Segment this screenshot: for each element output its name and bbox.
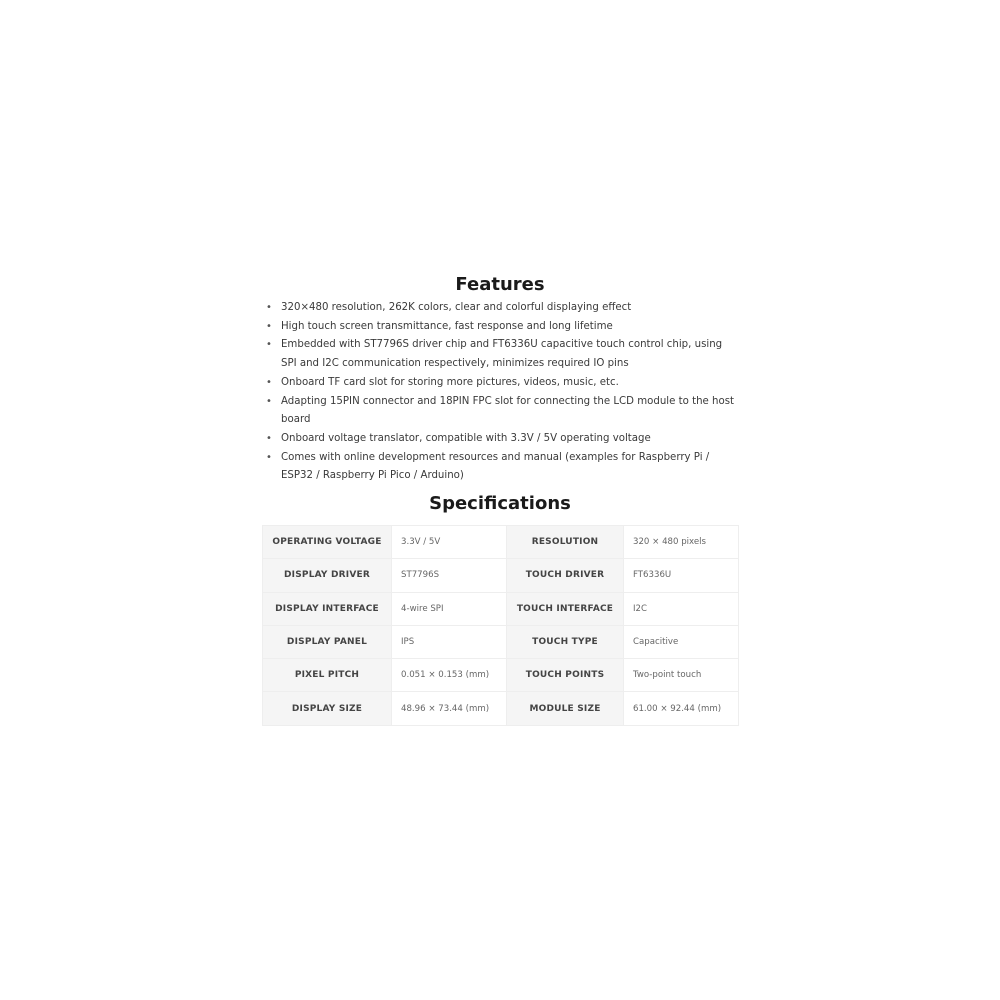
spec-value: 61.00 × 92.44 (mm) [624, 692, 739, 725]
spec-label: TOUCH POINTS [507, 659, 624, 692]
spec-row [263, 625, 739, 658]
feature-item: • Onboard voltage translator, compatible with 3.3V / 5V operating voltage [265, 430, 740, 449]
spec-label: DISPLAY PANEL [263, 625, 392, 658]
spec-value: 4-wire SPI [392, 592, 507, 625]
spec-label: DISPLAY SIZE [263, 692, 392, 725]
spec-label: DISPLAY DRIVER [263, 559, 392, 592]
feature-item: • Comes with online development resources and manual (examples for Raspberry Pi / ESP32 / Raspberry Pi Pico / Arduino) [265, 449, 740, 486]
spec-value: IPS [392, 625, 507, 658]
spec-value: 3.3V / 5V [392, 526, 507, 559]
spec-row [263, 659, 739, 692]
feature-item: • 320×480 resolution, 262K colors, clear and colorful displaying effect [265, 299, 740, 318]
spec-value: Two-point touch [624, 659, 739, 692]
specifications-heading: Specifications [429, 493, 571, 514]
spec-value: FT6336U [624, 559, 739, 592]
spec-label: TOUCH DRIVER [507, 559, 624, 592]
feature-item: • Adapting 15PIN connector and 18PIN FPC slot for connecting the LCD module to the host board [265, 393, 740, 430]
feature-item: • High touch screen transmittance, fast response and long lifetime [265, 318, 740, 337]
spec-label: DISPLAY INTERFACE [263, 592, 392, 625]
spec-row [263, 692, 739, 725]
spec-row [263, 559, 739, 592]
feature-item: • Embedded with ST7796S driver chip and FT6336U capacitive touch control chip, using SPI and I2C communication respectively, minimizes required IO pins [265, 336, 740, 373]
features-list [265, 299, 740, 486]
spec-row [263, 526, 739, 559]
feature-item: • Onboard TF card slot for storing more pictures, videos, music, etc. [265, 374, 740, 393]
specifications-table [262, 525, 739, 726]
spec-label: PIXEL PITCH [263, 659, 392, 692]
spec-row [263, 592, 739, 625]
spec-label: TOUCH INTERFACE [507, 592, 624, 625]
spec-value: ST7796S [392, 559, 507, 592]
spec-value: I2C [624, 592, 739, 625]
spec-value: Capacitive [624, 625, 739, 658]
spec-label: MODULE SIZE [507, 692, 624, 725]
spec-value: 0.051 × 0.153 (mm) [392, 659, 507, 692]
spec-value: 48.96 × 73.44 (mm) [392, 692, 507, 725]
features-heading: Features [455, 274, 545, 295]
spec-label: RESOLUTION [507, 526, 624, 559]
spec-label: TOUCH TYPE [507, 625, 624, 658]
spec-value: 320 × 480 pixels [624, 526, 739, 559]
spec-label: OPERATING VOLTAGE [263, 526, 392, 559]
